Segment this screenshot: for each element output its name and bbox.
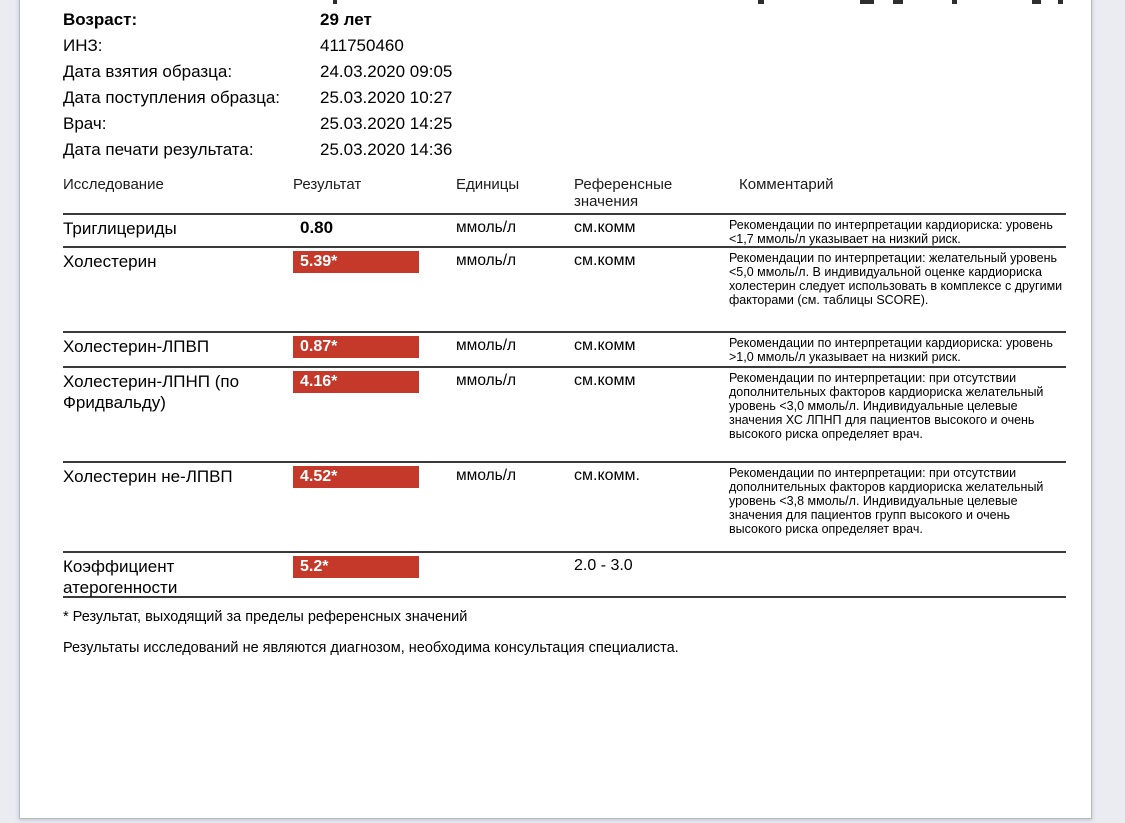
test-comment: Рекомендации по интерпретации: желательный уровень <5,0 ммоль/л. В индивидуальной оценке кардиориска холестерин следует использовать в комплексе с другими факторами (см. таблицы SCORE). [729,251,1063,307]
patient-info-row [63,59,1066,85]
report-page [19,0,1092,819]
test-result-value: 0.87* [293,336,419,358]
test-result-value: 4.52* [293,466,419,488]
test-result-cell [293,371,456,461]
clipped-text-fragment [333,0,337,4]
test-name: Холестерин [63,252,157,271]
column-header-reference: Референсные значения [574,176,673,210]
reference-value: см.комм [574,372,636,389]
clipped-text-fragment [1058,0,1063,4]
patient-info-row [63,85,1066,111]
patient-field-label: Дата поступления образца: [63,88,281,107]
test-name: Холестерин-ЛПНП (по Фридвальду) [63,372,240,412]
lab-result-row [63,553,1066,598]
lab-result-row [63,248,1066,333]
clipped-text-fragment [893,0,903,4]
clipped-text-fragment [1032,0,1041,4]
patient-info-row [63,137,1066,163]
test-comment [729,556,1066,598]
patient-info-row [63,33,1066,59]
patient-info-row [63,7,1066,33]
test-units: ммоль/л [456,337,517,354]
lab-result-row [63,463,1066,553]
test-result-value: 5.2* [293,556,419,578]
test-result-cell [293,466,456,551]
test-units [456,556,574,598]
patient-field-label: Дата печати результата: [63,140,254,159]
results-table-body [63,215,1066,598]
clipped-text-fragment [758,0,764,4]
test-comment: Рекомендации по интерпретации кардиориска: уровень <1,7 ммоль/л указывает на низкий риск. [729,218,1053,246]
patient-field-value: 24.03.2020 09:05 [320,62,453,81]
test-result-cell [293,218,456,247]
patient-field-value: 29 лет [320,10,372,29]
test-comment: Рекомендации по интерпретации: при отсутствии дополнительных факторов кардиориска желательный уровень <3,8 ммоль/л. Индивидуальные целевые значения для пациентов групп высокого и очень высокого риска определяет врач. [729,466,1044,536]
test-name: Триглицериды [63,219,177,238]
reference-value: см.комм [574,252,636,269]
patient-field-value: 25.03.2020 10:27 [320,88,453,107]
test-result-cell [293,251,456,331]
reference-value: см.комм [574,219,636,236]
patient-field-label: ИНЗ: [63,36,103,55]
test-name: Коэффициент атерогенности [63,557,178,597]
test-result-cell [293,556,456,598]
lab-result-row [63,333,1066,368]
disclaimer-footnote: Результаты исследований не являются диагнозом, необходима консультация специалиста. [63,640,679,656]
column-header-test: Исследование [63,176,164,193]
patient-field-label: Дата взятия образца: [63,62,233,81]
results-table-header [63,176,1066,215]
patient-field-value: 411750460 [320,36,404,55]
column-header-result: Результат [293,176,362,193]
test-units: ммоль/л [456,372,517,389]
test-result-value: 4.16* [293,371,419,393]
reference-value: см.комм [574,337,636,354]
patient-field-value: 25.03.2020 14:25 [320,114,453,133]
test-units: ммоль/л [456,252,517,269]
patient-field-label: Врач: [63,114,107,133]
test-comment: Рекомендации по интерпретации кардиориска: уровень >1,0 ммоль/л указывает на низкий риск. [729,336,1053,364]
test-name: Холестерин-ЛПВП [63,337,210,356]
reference-value: 2.0 - 3.0 [574,557,633,574]
test-comment: Рекомендации по интерпретации: при отсутствии дополнительных факторов кардиориска желательный уровень <3,0 ммоль/л. Индивидуальные целевые значения ХС ЛПНП для пациентов высокого и очень высокого риска определяет врач. [729,371,1044,441]
test-result-value: 0.80 [300,218,334,237]
clipped-text-fragment [860,0,874,4]
patient-info-block [63,7,1066,163]
lab-result-row [63,368,1066,463]
report-content [63,7,1066,656]
lab-result-row [63,215,1066,248]
reference-value: см.комм. [574,467,640,484]
column-header-comment: Комментарий [739,176,834,193]
test-result-cell [293,336,456,366]
test-result-value: 5.39* [293,251,419,273]
patient-info-row [63,111,1066,137]
test-name: Холестерин не-ЛПВП [63,467,233,486]
out-of-range-footnote: * Результат, выходящий за пределы референсных значений [63,609,468,625]
clipped-text-fragment [952,0,957,4]
patient-field-label: Возраст: [63,10,138,29]
test-units: ммоль/л [456,219,517,236]
clipped-previous-line [0,0,1125,6]
patient-field-value: 25.03.2020 14:36 [320,140,453,159]
column-header-units: Единицы [456,176,520,193]
test-units: ммоль/л [456,467,517,484]
